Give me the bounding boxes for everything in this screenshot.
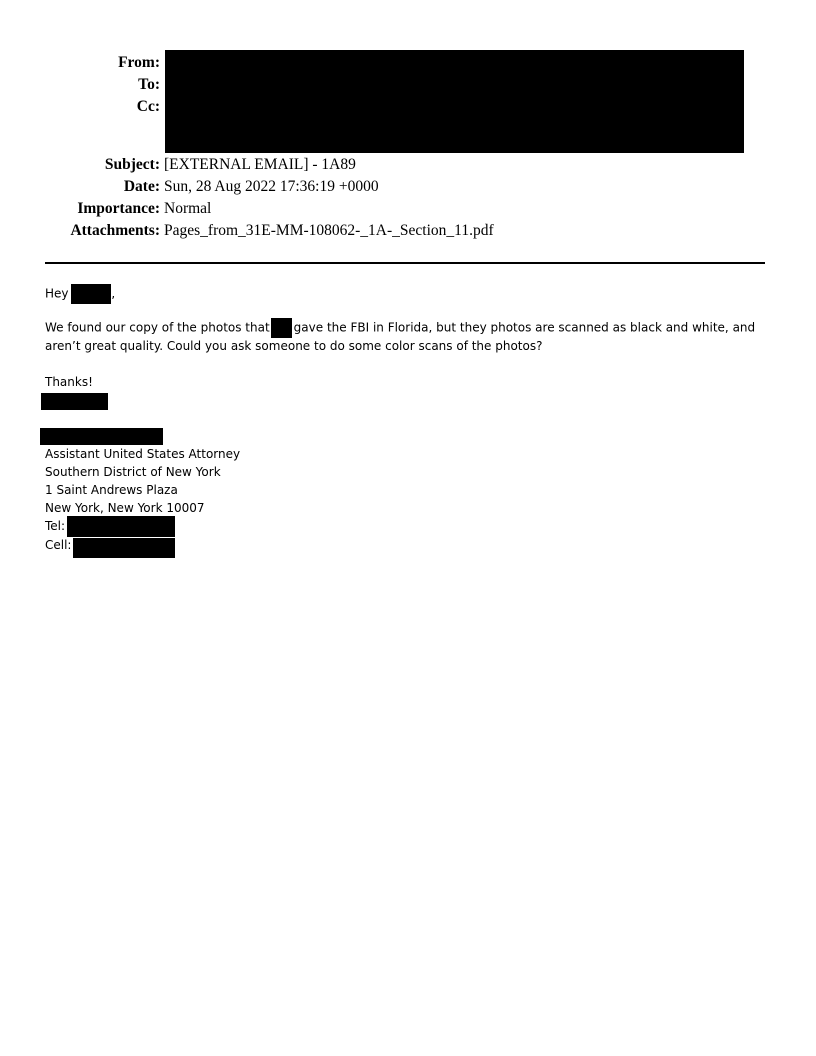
signature-address-2: New York, New York 10007 xyxy=(45,501,205,515)
date-value: Sun, 28 Aug 2022 17:36:19 +0000 xyxy=(164,178,379,195)
body-paragraph-part-2: gave the FBI in Florida, but they photos are scanned as black and white, and xyxy=(293,320,756,335)
signature-address-1: 1 Saint Andrews Plaza xyxy=(45,483,178,497)
greeting-suffix: , xyxy=(111,286,116,301)
tel-number-redaction xyxy=(67,516,175,537)
signature-tel-label: Tel: xyxy=(45,519,66,533)
signature-office: Southern District of New York xyxy=(45,465,221,479)
thanks-line: Thanks! xyxy=(45,375,93,389)
signature-title: Assistant United States Attorney xyxy=(45,447,241,461)
attachment-link[interactable]: Pages_from_31E-MM-108062-_1A-_Section_11.pdf xyxy=(164,222,494,239)
sender-full-name-redaction xyxy=(40,428,163,445)
header-divider xyxy=(45,262,765,264)
cc-label: Cc: xyxy=(136,98,160,115)
subject-label: Subject: xyxy=(104,156,160,173)
recipient-name-redaction xyxy=(71,284,111,304)
cell-number-redaction xyxy=(73,538,175,558)
sender-first-name-redaction xyxy=(41,393,108,410)
body-paragraph-part-1: We found our copy of the photos that xyxy=(45,320,270,335)
from-label: From: xyxy=(118,54,160,71)
importance-label: Importance: xyxy=(77,200,160,217)
greeting-prefix: Hey xyxy=(45,286,69,301)
body-paragraph-line-2: aren’t great quality. Could you ask someone to do some color scans of the photos? xyxy=(45,339,543,353)
signature-cell-label: Cell: xyxy=(45,538,72,552)
body-paragraph-line-1 xyxy=(45,318,755,338)
person-name-redaction xyxy=(271,318,292,338)
date-label: Date: xyxy=(123,178,160,195)
attachments-label: Attachments: xyxy=(70,222,160,239)
importance-value: Normal xyxy=(164,200,212,217)
subject-value: [EXTERNAL EMAIL] - 1A89 xyxy=(164,156,356,173)
header-recipients-redaction xyxy=(165,50,744,153)
to-label: To: xyxy=(138,76,160,93)
greeting-line xyxy=(45,284,115,304)
